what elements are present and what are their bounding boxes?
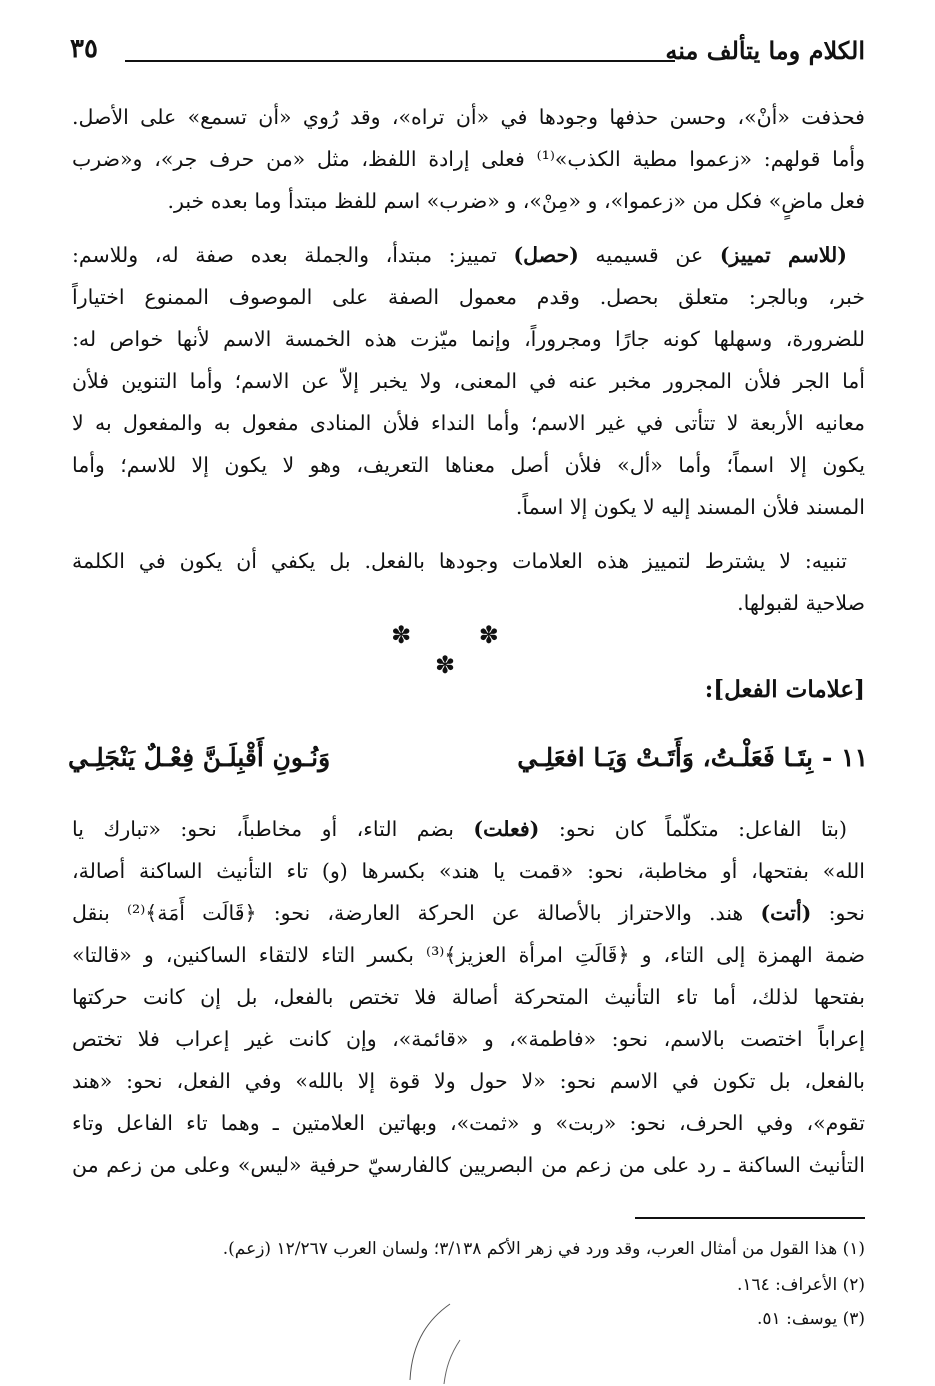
- section-separator: ✽ ✽ ✽: [391, 621, 529, 679]
- footnote: (٢) الأعراف: ١٦٤.: [736, 1275, 865, 1295]
- bold-term: (أتت): [760, 901, 812, 925]
- text-line: فحذفت «أنْ»، وحسن حذفها وجودها في «أن تراه»، وقد رُوي «أن تسمع» على الأصل.: [72, 105, 865, 129]
- text-line: خبر، وبالجر: متعلق بحصل. وقدم معمول الصفة على الموصوف الممنوع اختياراً: [72, 285, 865, 309]
- text-line: التأنيث الساكنة ـ رد على من زعم من البصريين كالفارسيّ حرفية «ليس» وعلى من زعم من: [72, 1153, 865, 1177]
- text-line: يكون إلا اسماً؛ وأما «أل» فلأن أصل معناها التعريف، وهو لا يكون إلا للاسم؛ وأما: [72, 453, 865, 477]
- note-line: تنبيه: لا يشترط لتمييز هذه العلامات وجودها بالفعل. بل يكفي أن يكون في الكلمة: [72, 549, 847, 573]
- bold-term: (فعلت): [473, 817, 540, 841]
- text-line: أما الجر فلأن المجرور مخبر عنه في المعنى، ولا يخبر إلاّ عن الاسم؛ وأما التنوين فلأن: [72, 369, 865, 393]
- verse-hemistich-1: بِتَـا فَعَلْـتُ، وَأَتَـتْ وَيَـا افعَلِـي: [517, 743, 813, 772]
- text-line: الله» بفتحها، أو مخاطبة، نحو: «قمت يا هند» بكسرها (و) تاء التأنيث الساكنة أصالة،: [72, 859, 865, 883]
- text-line: ضمة الهمزة إلى التاء، و ﴿قَالَتِ امرأة العزيز﴾⁽³⁾ بكسر التاء لالتقاء الساكنين، و «قالتا»: [72, 943, 865, 967]
- bold-term: (حصل): [513, 243, 579, 267]
- running-header-title: الكلام وما يتألف منه: [665, 36, 865, 65]
- footnote: (٣) يوسف: ٥١.: [757, 1309, 865, 1329]
- verse-line: [68, 728, 868, 788]
- verse-hemistich-2: وَنُـونِ أَقْبِلَـنَّ فِعْـلٌ يَنْجَلِـي: [68, 743, 331, 772]
- footnote-rule: [635, 1217, 865, 1219]
- text-line: (بتا الفاعل: متكلّماً كان نحو: (فعلت) بضم التاء، أو مخاطباً، نحو: «تبارك يا: [72, 817, 847, 841]
- page-number: ٣٥: [70, 34, 98, 64]
- text-line: وأما قولهم: «زعموا مطية الكذب»⁽¹⁾ فعلى إرادة اللفظ، مثل «من حرف جر»، و«ضرب: [72, 147, 865, 171]
- footnote: (١) هذا القول من أمثال العرب، وقد ورد في زهر الأكم ٣/١٣٨؛ ولسان العرب ١٢/٢٦٧ (زعم).: [222, 1239, 865, 1259]
- text-line: بفتحها لذلك، أما تاء التأنيث المتحركة أصالة فلا تختص بالفعل، بل إن كانت حركتها: [72, 985, 865, 1009]
- text-line: (للاسم تمييز) عن قسيميه (حصل) تمييز: مبتدأ، والجملة بعده صفة له، وللاسم:: [72, 243, 847, 267]
- bold-term: (للاسم تمييز): [719, 243, 847, 267]
- section-heading: [علامات الفعل]:: [704, 676, 865, 703]
- text-line: تقوم»، وفي الحرف، نحو: «ربت» و «ثمت»، وبهاتين العلامتين ـ وهما تاء الفاعل وتاء: [72, 1111, 865, 1135]
- text-line: نحو: (أتت) هند. والاحتراز بالأصالة عن الحركة العارضة، نحو: ﴿قَالَت أَمَة﴾⁽²⁾ بنقل: [72, 901, 865, 925]
- note-line: صلاحية لقبولها.: [737, 591, 865, 615]
- text-line: للضرورة، وسهلها كونه جارًا ومجروراً، وإنما ميّزت هذه الخمسة الاسم لأنها خواص له:: [72, 327, 865, 351]
- text-line: إعراباً اختصت بالاسم، نحو: «فاطمة»، و «قائمة»، وإن كانت غير إعراب فلا تختص: [72, 1027, 865, 1051]
- header-rule: [125, 60, 675, 62]
- text-line: معانيه الأربعة لا تتأتى في غير الاسم؛ وأما النداء فلأن المنادى مفعول به والمفعول به لا: [72, 411, 865, 435]
- running-header: [70, 34, 865, 74]
- verse-number: ١١ -: [822, 743, 868, 772]
- text-line: المسند فلأن المسند إليه لا يكون إلا اسماً.: [515, 495, 865, 519]
- pen-mark: [400, 1300, 480, 1386]
- text-line: بالفعل، بل تكون في الاسم نحو: «لا حول ولا قوة إلا بالله» وفي الفعل، نحو: «هند: [72, 1069, 865, 1093]
- text-line: فعل ماضٍ» فكل من «زعموا»، و «مِنْ»، و «ضرب» اسم للفظ مبتدأ وما بعده خبر.: [167, 189, 865, 213]
